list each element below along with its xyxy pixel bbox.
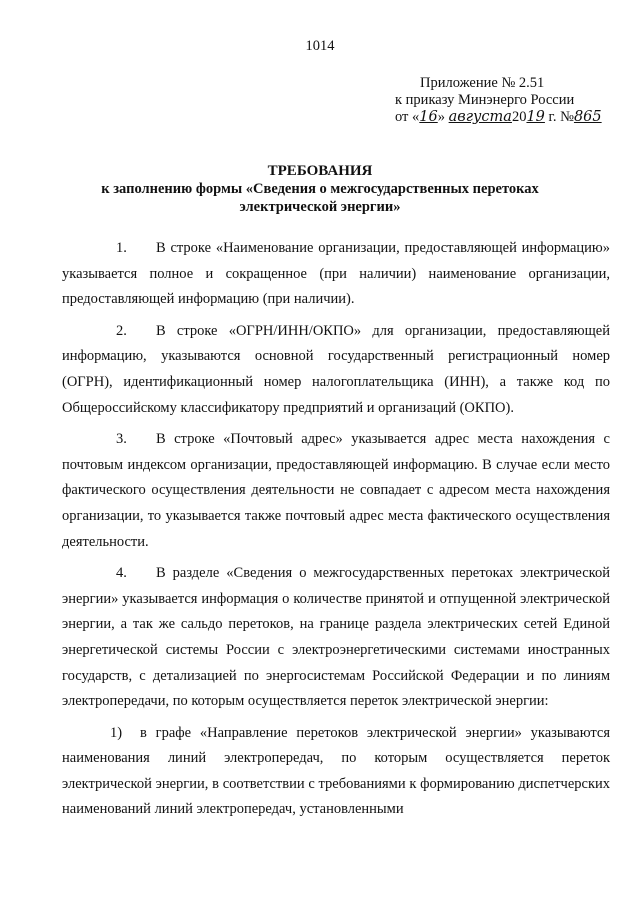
year-label: г. № xyxy=(544,109,574,125)
paragraph-1 xyxy=(62,236,610,313)
paragraph-number: 2. xyxy=(116,322,127,339)
paragraph-text: в графе «Направление перетоков электрической энергии» указываются наименования линий электропередач, по которым осуществляется переток электрической энергии, в соответствии с требованиями к формированию диспетчерских наименований линий электропередач, установленными xyxy=(62,724,610,818)
handwritten-month: августа xyxy=(448,109,512,125)
paragraph-2 xyxy=(62,319,610,421)
document-subtitle-line2: электрической энергии» xyxy=(239,199,401,215)
page-number: 1014 xyxy=(305,38,335,54)
paragraph-text: В строке «Почтовый адрес» указывается адрес места нахождения с почтовым индексом организации, предоставляющей информацию. В случае если место фактического осуществления деятельности не совпадает с адресом места нахождения организации, то указывается также почтовый адрес места фактического осуществления деятельности. xyxy=(62,431,610,550)
paragraph-number: 3. xyxy=(116,431,127,448)
date-sep: » xyxy=(437,109,449,125)
subparagraph-1 xyxy=(62,721,610,823)
year-prefix: 20 xyxy=(511,109,527,125)
paragraph-text: В разделе «Сведения о межгосударственных перетоках электрической энергии» указывается информация о количестве принятой и отпущенной электрической энергии, а так же сальдо перетоков, на границе раздела электрических сетей Единой энергетической системы России с электроэнергетическими системами иностранных государств, с детализацией по энергосистемам Российской Федерации и по линиям электропередачи, по которым осуществляется переток электрической энергии: xyxy=(62,565,610,710)
paragraph-4 xyxy=(62,561,610,715)
handwritten-day: 16 xyxy=(419,109,438,125)
date-prefix: от « xyxy=(395,109,420,125)
paragraph-3 xyxy=(62,427,610,555)
handwritten-order-number: 865 xyxy=(573,109,602,125)
paragraph-text: В строке «Наименование организации, предоставляющей информацию» указывается полное и сокращенное (при наличии) наименование организации, предоставляющей информацию (при наличии). xyxy=(62,240,610,308)
document-body xyxy=(62,236,610,829)
attachment-date-line xyxy=(392,109,622,126)
handwritten-year: 19 xyxy=(526,109,545,125)
attachment-block xyxy=(392,75,622,126)
paragraph-number: 4. xyxy=(116,565,127,582)
document-title: ТРЕБОВАНИЯ xyxy=(267,163,373,179)
paragraph-text: В строке «ОГРН/ИНН/ОКПО» для организации, предоставляющей информацию, указываются основной государственный регистрационный номер (ОГРН), идентификационный номер налогоплательщика (ИНН), а также код по Общероссийскому классификатору предприятий и организаций (ОКПО). xyxy=(62,322,610,416)
document-heading xyxy=(0,162,640,216)
attachment-title: Приложение № 2.51 xyxy=(420,75,545,91)
paragraph-number: 1. xyxy=(116,240,127,256)
document-subtitle-line1: к заполнению формы «Сведения о межгосударственных перетоках xyxy=(101,181,539,197)
attachment-order-ref: к приказу Минэнерго России xyxy=(395,92,575,108)
subparagraph-number: 1) xyxy=(110,724,123,741)
